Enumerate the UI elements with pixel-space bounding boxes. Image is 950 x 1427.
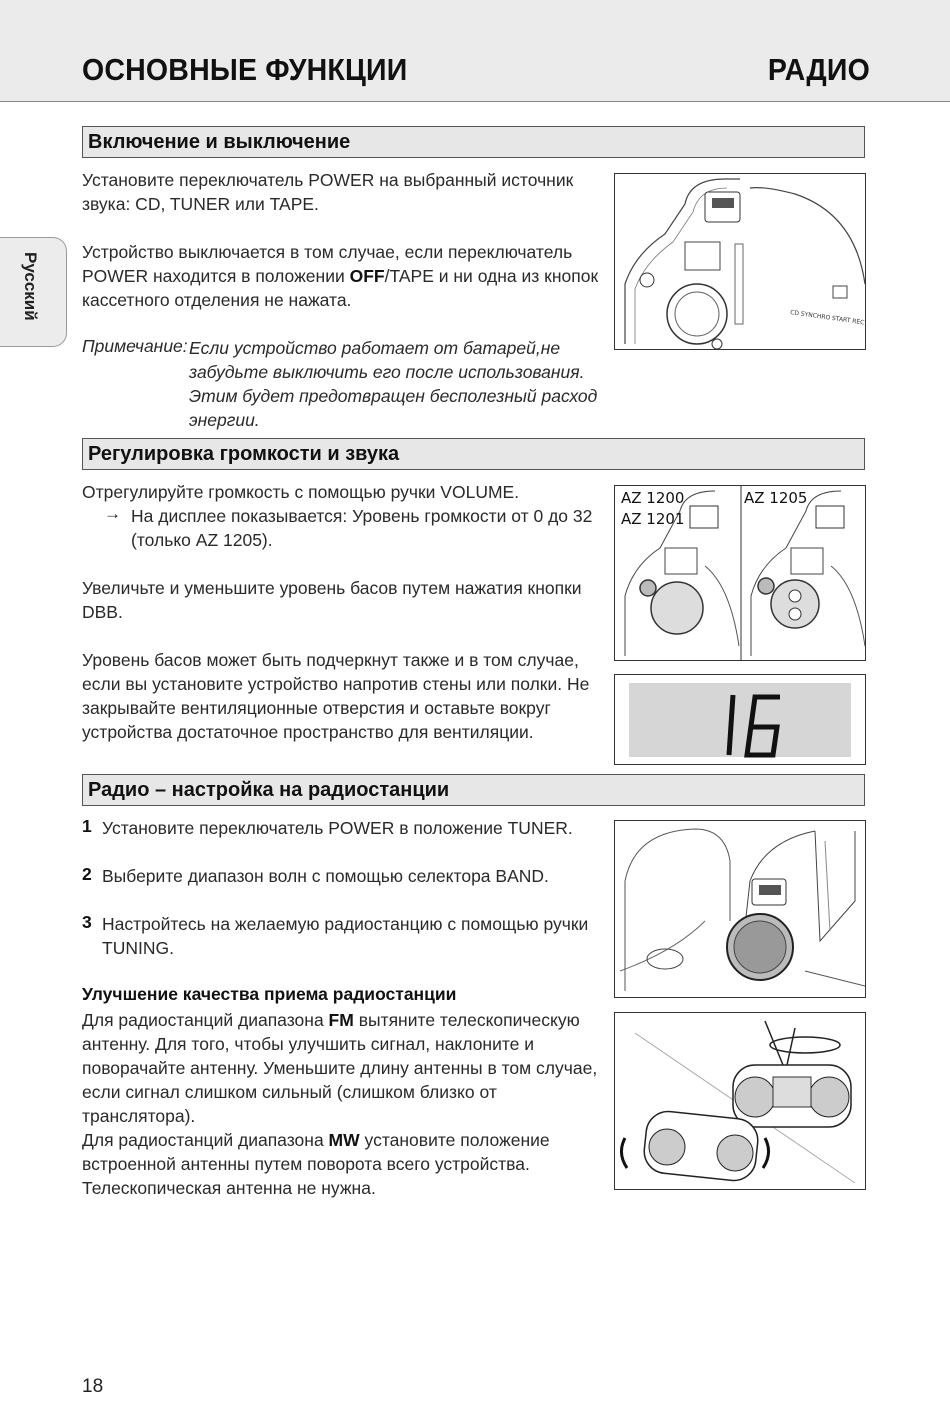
antenna-figure <box>614 1012 866 1190</box>
antenna-illustration <box>615 1013 866 1190</box>
model-label-az1200: AZ 1200 <box>621 489 685 507</box>
step-text: Настройтесь на желаемую радиостанцию с помощью ручки TUNING. <box>102 914 589 958</box>
step-number: 3 <box>82 912 92 932</box>
model-label-az1205: AZ 1205 <box>744 489 808 507</box>
arrow-icon: → <box>104 504 121 523</box>
page-number: 18 <box>82 1376 104 1397</box>
section-header-volume-title: Регулировка громкости и звука <box>88 443 400 465</box>
section-header-radio-title: Радио – настройка на радиостанции <box>88 779 450 801</box>
step-number: 1 <box>82 816 92 836</box>
cd-synchro-label: CD SYNCHRO START REC <box>789 309 865 327</box>
volume-display-figure <box>614 674 866 765</box>
power-paragraph-1: Установите переключатель POWER на выбранный источник звука: CD, TUNER или TAPE. <box>82 170 574 214</box>
step-number: 2 <box>82 864 92 884</box>
model-label-az1201: AZ 1201 <box>621 510 685 528</box>
section-title-radio: РАДИО <box>767 52 870 87</box>
bass-paragraph: Уровень басов может быть подчеркнут также и в том случае, если вы установите устройство напротив стены или полки. Не закрывайте вентиляционные отверстия и оставьте вокруг устройства достаточное пространство для вентиляции. <box>82 650 590 742</box>
section-header-volume <box>82 438 865 470</box>
section-header-power <box>82 126 865 158</box>
mw-paragraph: Для радиостанций диапазона MW установите положение встроенной антенны путем поворота всего устройства. Телескопическая антенна не нужна. <box>82 1130 550 1198</box>
note-label: Примечание: <box>82 336 188 356</box>
volume-paragraph-1: Отрегулируйте громкость с помощью ручки VOLUME. <box>82 482 520 502</box>
step-text: Выберите диапазон волн с помощью селектора BAND. <box>102 866 549 886</box>
power-switch-figure <box>614 173 866 350</box>
note-text: Если устройство работает от батарей,не забудьте выключить его после использования. Этим будет предотвращен бесполезный расход энергии. <box>189 338 598 430</box>
power-switch-illustration <box>615 174 866 350</box>
section-header-radio <box>82 774 865 806</box>
page-title: ОСНОВНЫЕ ФУНКЦИИ <box>82 52 408 87</box>
lcd-digits-illustration <box>615 675 866 765</box>
volume-display-note: На дисплее показывается: Уровень громкости от 0 до 32 (только AZ 1205). <box>131 506 593 550</box>
dbb-paragraph: Увеличьте и уменьшите уровень басов путем нажатия кнопки DBB. <box>82 578 582 622</box>
fm-paragraph: Для радиостанций диапазона FM вытяните телескопическую антенну. Для того, чтобы улучшить сигнал, наклоните и поворачайте антенну. Уменьшите длину антенны в том случае, если сигнал слишком сильный (слишком близко от транслятора). <box>82 1010 598 1126</box>
power-paragraph-2: Устройство выключается в том случае, если переключатель POWER находится в положении OFF/TAPE и ни одна из кнопок кассетного отделения не нажата. <box>82 242 599 310</box>
language-tab-label: Русский <box>21 252 40 321</box>
section-header-power-title: Включение и выключение <box>88 131 351 153</box>
reception-subheading: Улучшение качества приема радиостанции <box>82 984 457 1004</box>
tuning-figure <box>614 820 866 998</box>
tuning-illustration <box>615 821 866 998</box>
step-text: Установите переключатель POWER в положение TUNER. <box>102 818 573 838</box>
volume-models-figure <box>614 485 866 661</box>
